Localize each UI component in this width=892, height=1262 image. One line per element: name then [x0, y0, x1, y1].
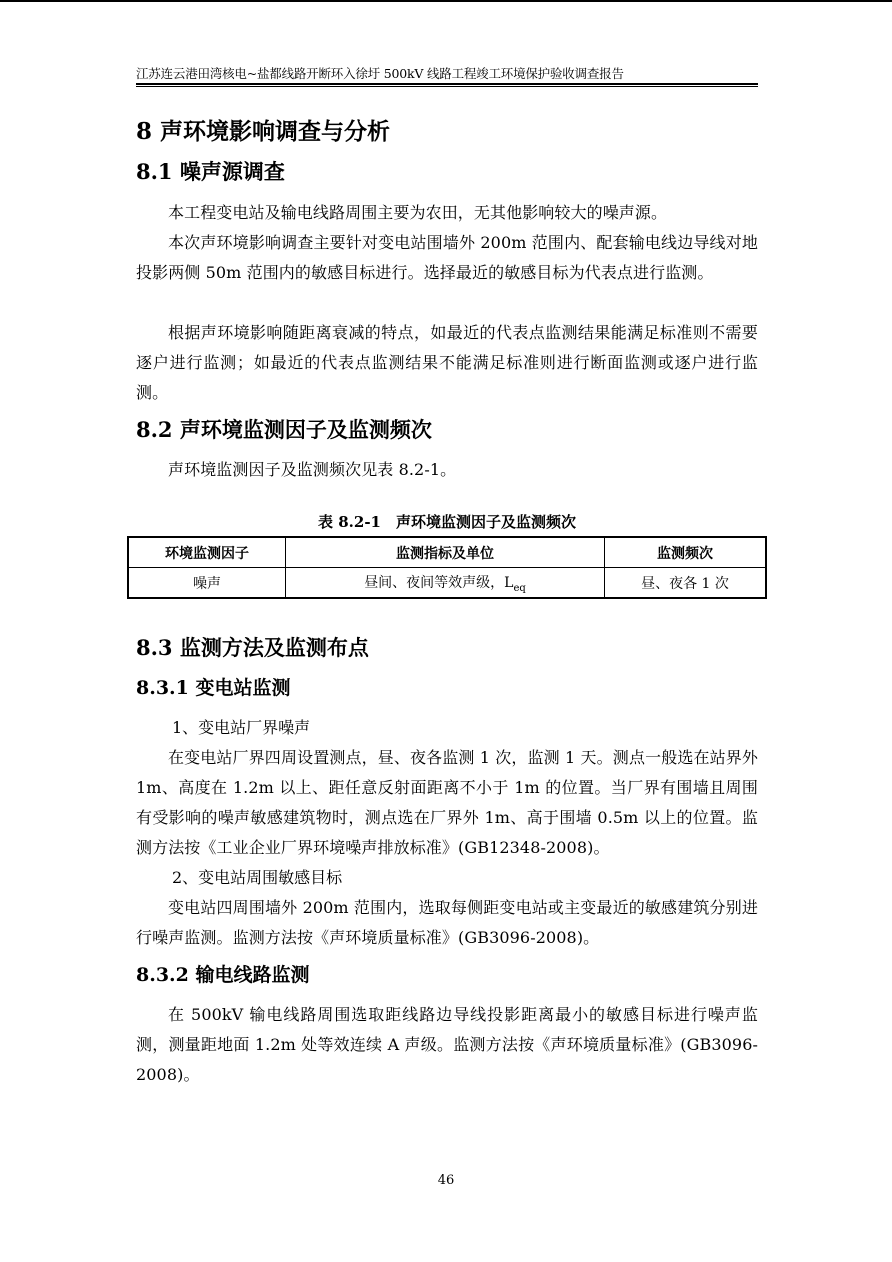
section-8-3-2-body: 在 500kV 输电线路周围选取距线路边导线投影距离最小的敏感目标进行噪声监测，测量距地面 1.2m 处等效连续 A 声级。监测方法按《声环境质量标准》(GB3096-2008)。 — [136, 1005, 758, 1084]
table-cell-factor: 噪声 — [128, 568, 286, 599]
item-1-body: 在变电站厂界四周设置测点，昼、夜各监测 1 次，监测 1 天。测点一般选在站界外 1m、高度在 1.2m 以上、距任意反射面距离不小于 1m 的位置。当厂界有围墙且周围有受影响的噪声敏感建筑物时，测点选在厂界外 1m、高于围墙 0.5m 以上的位置。监测方法按《工业企业厂界环境噪声排放标准》(GB12348-2008)。 — [136, 748, 758, 857]
header-rule — [136, 83, 758, 85]
section-8-1-paragraph-3: 根据声环境影响随距离衰减的特点，如最近的代表点监测结果能满足标准则不需要逐户进行监测；如最近的代表点监测结果不能满足标准则进行断面监测或逐户进行监测。 — [136, 323, 758, 402]
table-header-frequency: 监测频次 — [605, 537, 767, 568]
header-rule-thin — [136, 86, 758, 87]
running-header: 江苏连云港田湾核电~盐都线路开断环入徐圩 500kV 线路工程竣工环境保护验收调查报告 — [136, 66, 624, 81]
chapter-title: 8 声环境影响调查与分析 — [136, 118, 391, 145]
section-8-1-paragraph-1: 本工程变电站及输电线路周围主要为农田，无其他影响较大的噪声源。 — [168, 203, 668, 222]
monitoring-factor-table — [127, 536, 767, 599]
section-8-3-1-title: 8.3.1 变电站监测 — [136, 677, 291, 699]
item-2-title: 2、变电站周围敏感目标 — [172, 868, 343, 887]
section-8-3-title: 8.3 监测方法及监测布点 — [136, 635, 369, 660]
table-row — [128, 568, 766, 599]
section-8-2-title: 8.2 声环境监测因子及监测频次 — [136, 417, 432, 442]
indicator-subscript: eq — [513, 582, 526, 594]
section-8-2-paragraph: 声环境监测因子及监测频次见表 8.2-1。 — [168, 460, 457, 479]
table-header-row — [128, 537, 766, 568]
table-header-indicator: 监测指标及单位 — [286, 537, 605, 568]
table-cell-frequency: 昼、夜各 1 次 — [605, 568, 767, 599]
table-header-factor: 环境监测因子 — [128, 537, 286, 568]
section-8-1-title: 8.1 噪声源调查 — [136, 159, 285, 184]
section-8-3-2-title: 8.3.2 输电线路监测 — [136, 964, 310, 986]
indicator-text: 昼间、夜间等效声级，L — [364, 574, 514, 591]
table-caption: 表 8.2-1 声环境监测因子及监测频次 — [318, 513, 576, 531]
item-1-title: 1、变电站厂界噪声 — [172, 718, 311, 737]
page-top-border — [0, 0, 892, 2]
page-number: 46 — [437, 1173, 455, 1188]
item-2-body: 变电站四周围墙外 200m 范围内，选取每侧距变电站或主变最近的敏感建筑分别进行噪声监测。监测方法按《声环境质量标准》(GB3096-2008)。 — [136, 898, 758, 947]
section-8-1-paragraph-2: 本次声环境影响调查主要针对变电站围墙外 200m 范围内、配套输电线边导线对地投影两侧 50m 范围内的敏感目标进行。选择最近的敏感目标为代表点进行监测。 — [136, 233, 758, 282]
table-cell-indicator — [286, 568, 605, 599]
